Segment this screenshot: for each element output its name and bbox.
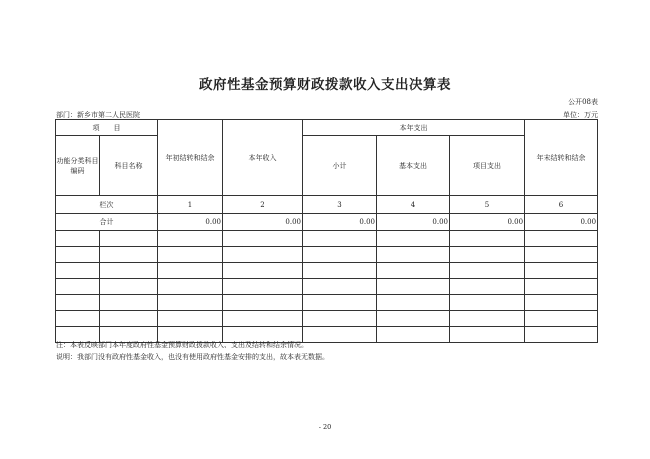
col-number: 3: [303, 196, 377, 214]
table-row: [56, 279, 598, 295]
header-code: 功能分类科目编码: [56, 136, 100, 196]
header-begin-balance: 年初结转和结余: [158, 120, 223, 196]
table-row: [56, 311, 598, 327]
col-number: 6: [525, 196, 598, 214]
header-project: 项目支出: [450, 136, 525, 196]
header-name: 科目名称: [100, 136, 158, 196]
header-end-balance: 年末结转和结余: [525, 120, 598, 196]
header-expense-group: 本年支出: [303, 120, 525, 136]
col-number: 1: [158, 196, 223, 214]
header-basic: 基本支出: [377, 136, 450, 196]
total-value: 0.00: [303, 214, 377, 231]
col-number: 2: [223, 196, 303, 214]
total-value: 0.00: [377, 214, 450, 231]
unit-label: 单位：万元: [563, 111, 598, 119]
table-row: [56, 231, 598, 247]
form-number: 公开08表: [568, 98, 598, 106]
total-value: 0.00: [450, 214, 525, 231]
col-number: 5: [450, 196, 525, 214]
page-title: 政府性基金预算财政拨款收入支出决算表: [199, 77, 451, 93]
total-value: 0.00: [525, 214, 598, 231]
table-row: [56, 247, 598, 263]
table-row: [56, 263, 598, 279]
table-row: [56, 295, 598, 311]
header-income: 本年收入: [223, 120, 303, 196]
total-label: 合计: [56, 214, 158, 231]
header-subtotal: 小计: [303, 136, 377, 196]
table-explanation: 说明：我部门没有政府性基金收入，也没有使用政府性基金安排的支出，故本表无数据。: [56, 353, 329, 361]
department-label: 部门：新乡市第二人民医院: [56, 111, 140, 119]
col-index-label: 栏次: [56, 196, 158, 214]
col-number: 4: [377, 196, 450, 214]
total-value: 0.00: [158, 214, 223, 231]
table-note: 注：本表反映部门本年度政府性基金预算财政拨款收入、支出及结转和结余情况。: [56, 341, 308, 349]
total-value: 0.00: [223, 214, 303, 231]
page-number: - 20: [318, 423, 332, 431]
header-item: 项 目: [56, 120, 158, 136]
fund-table: [55, 119, 598, 343]
